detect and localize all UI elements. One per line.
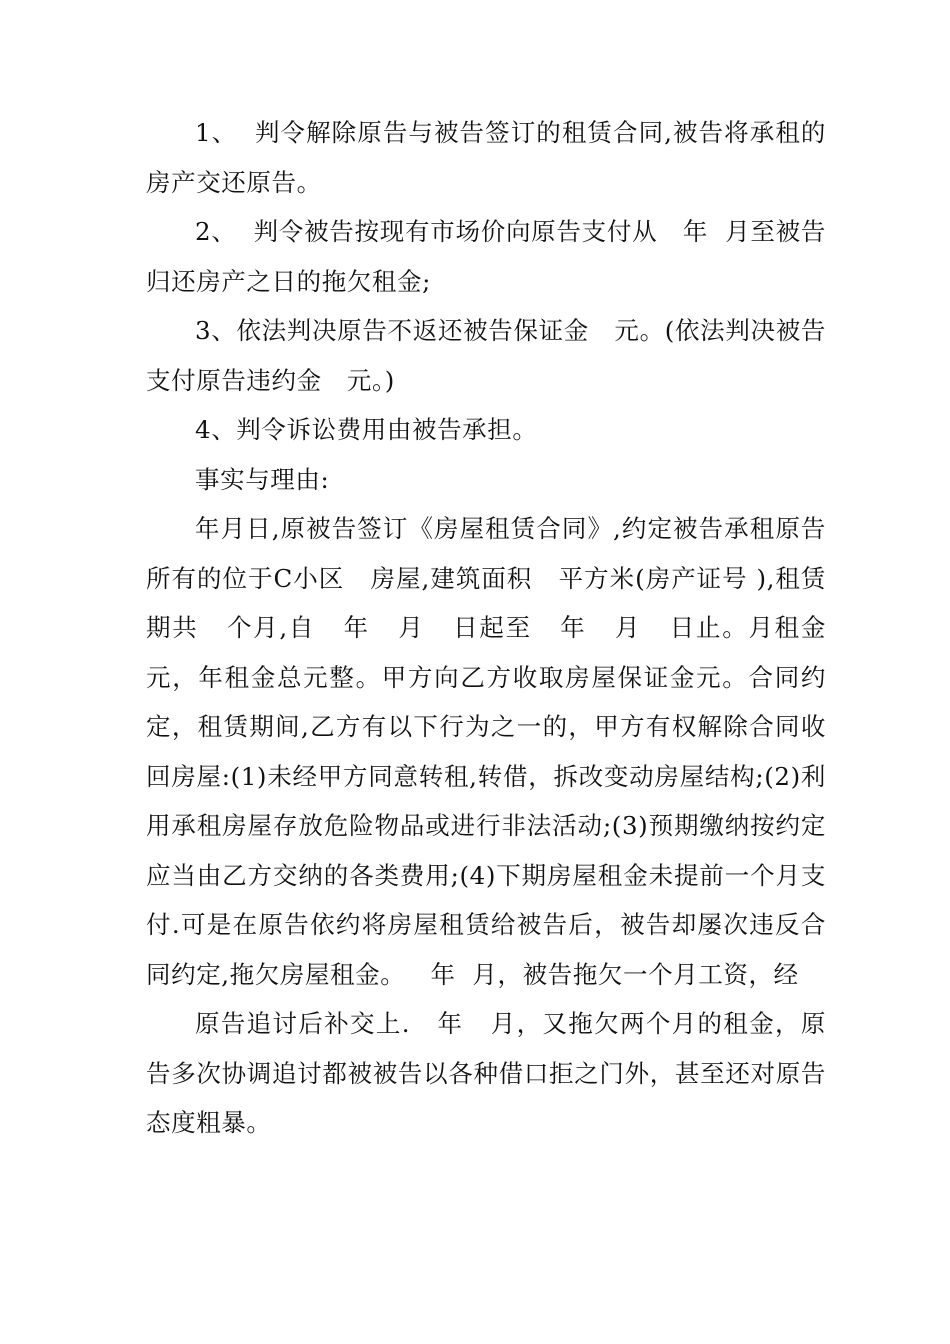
claim-2-paragraph: 2、 判令被告按现有市场价向原告支付从 年 月至被告归还房产之日的拖欠租金; [146,217,826,296]
facts-heading: 事实与理由: [195,464,330,494]
claim-4-paragraph: 4、判令诉讼费用由被告承担。 [195,415,538,444]
facts-continued-paragraph: 原告追讨后补交上. 年 月，又拖欠两个月的租金，原告多次协调追讨都被被告以各种借口拒之门外，甚至还对原告态度粗暴。 [146,1009,826,1137]
document-page [146,108,826,1148]
claim-1-paragraph: 1、 判令解除原告与被告签订的租赁合同,被告将承租的房产交还原告。 [146,118,826,197]
claim-3-paragraph: 3、依法判决原告不返还被告保证金 元。(依法判决被告支付原告违约金 元。) [146,316,826,395]
facts-paragraph: 年月日,原被告签订《房屋租赁合同》,约定被告承租原告所有的位于C小区 房屋,建筑面积 平方米(房产证号 ),租赁期共 个月,自 年 月 日起至 年 月 日止。月租金元，年租金总元整。甲方向乙方收取房屋保证金元。合同约定，租赁期间,乙方有以下行为之一的，甲方有权解除合同收回房屋:(1)未经甲方同意转租,转借，拆改变动房屋结构;(2)利用承租房屋存放危险物品或进行非法活动;(3)预期缴纳按约定应当由乙方交纳的各类费用;(4)下期房屋租金未提前一个月支付.可是在原告依约将房屋租赁给被告后，被告却屡次违反合同约定,拖欠房屋租金。 年 月，被告拖欠一个月工资，经 [146,514,826,989]
